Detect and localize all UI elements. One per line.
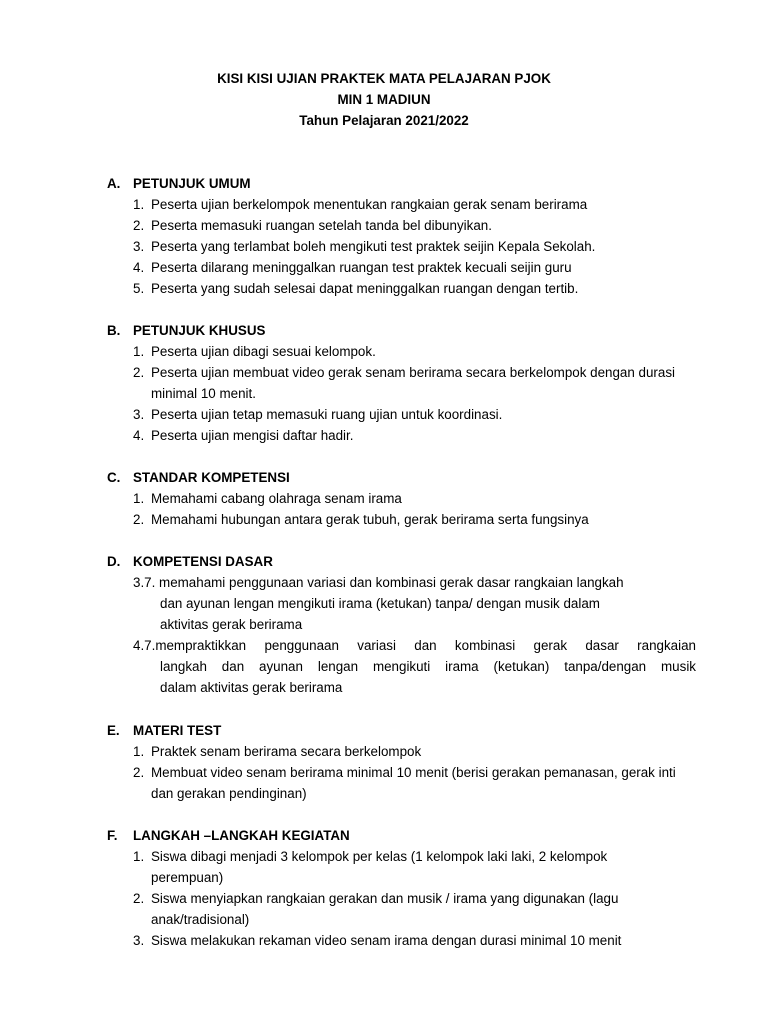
list-item (107, 215, 707, 236)
section-materi-test (107, 720, 707, 804)
kd-line: dalam aktivitas gerak berirama (160, 680, 343, 695)
item-number: 2. (133, 218, 145, 233)
section-title: LANGKAH –LANGKAH KEGIATAN (133, 828, 350, 843)
item-text: Memahami hubungan antara gerak tubuh, gerak berirama serta fungsinya (151, 512, 589, 527)
item-number: 3. (133, 933, 145, 948)
item-number: 5. (133, 281, 145, 296)
school-name: MIN 1 MADIUN (337, 92, 431, 107)
kd-line: aktivitas gerak berirama (160, 617, 303, 632)
kd-item-4-7 (107, 635, 707, 698)
item-text: Peserta yang sudah selesai dapat meninggalkan ruangan dengan tertib. (151, 281, 579, 296)
list-item (107, 846, 681, 888)
section-langkah-kegiatan (107, 825, 707, 951)
section-letter: F. (107, 828, 118, 843)
document-title: KISI KISI UJIAN PRAKTEK MATA PELAJARAN PJOK (217, 71, 551, 86)
list-item (107, 930, 707, 951)
section-title: KOMPETENSI DASAR (133, 554, 273, 569)
item-text: Peserta yang terlambat boleh mengikuti test praktek seijin Kepala Sekolah. (151, 239, 596, 254)
item-number: 1. (133, 849, 145, 864)
item-number: 2. (133, 365, 145, 380)
item-number: 2. (133, 765, 145, 780)
list-item (107, 194, 707, 215)
list-item (107, 278, 707, 299)
list-item (107, 762, 681, 804)
section-heading (107, 551, 707, 572)
list-item (107, 362, 707, 404)
section-letter: B. (107, 323, 121, 338)
list-item (107, 741, 707, 762)
section-title: PETUNJUK KHUSUS (133, 323, 266, 338)
item-text: Siswa melakukan rekaman video senam irama dengan durasi minimal 10 menit (151, 933, 622, 948)
item-text: Membuat video senam berirama minimal 10 menit (berisi gerakan pemanasan, gerak inti dan gerakan pendinginan) (151, 765, 676, 801)
item-number: 3. (133, 239, 145, 254)
item-number: 1. (133, 344, 145, 359)
list-item (107, 404, 707, 425)
item-text: Peserta ujian mengisi daftar hadir. (151, 428, 354, 443)
list-item (107, 488, 707, 509)
item-number: 1. (133, 744, 145, 759)
document-header (0, 68, 768, 131)
section-standar-kompetensi (107, 467, 707, 530)
section-letter: C. (107, 470, 121, 485)
item-text: Peserta ujian berkelompok menentukan rangkaian gerak senam berirama (151, 197, 588, 212)
list-item (107, 509, 707, 530)
section-petunjuk-khusus (107, 320, 707, 446)
item-text: Peserta ujian dibagi sesuai kelompok. (151, 344, 376, 359)
item-text: Siswa menyiapkan rangkaian gerakan dan musik / irama yang digunakan (lagu anak/tradisional) (151, 891, 619, 927)
section-kompetensi-dasar (107, 551, 707, 698)
item-number: 4. (133, 260, 145, 275)
academic-year: Tahun Pelajaran 2021/2022 (299, 113, 469, 128)
section-title: STANDAR KOMPETENSI (133, 470, 290, 485)
section-title: MATERI TEST (133, 723, 222, 738)
section-letter: A. (107, 176, 121, 191)
list-item (107, 257, 707, 278)
section-petunjuk-umum (107, 173, 707, 299)
item-number: 1. (133, 491, 145, 506)
item-number: 1. (133, 197, 145, 212)
kd-line: dan ayunan lengan mengikuti irama (ketukan) tanpa/ dengan musik dalam (160, 596, 600, 611)
item-number: 2. (133, 512, 145, 527)
kd-line: 3.7. memahami penggunaan variasi dan kombinasi gerak dasar rangkaian langkah (133, 575, 624, 590)
item-text: Memahami cabang olahraga senam irama (151, 491, 402, 506)
list-item (107, 236, 707, 257)
kd-item-3-7 (107, 572, 707, 635)
section-letter: D. (107, 554, 121, 569)
section-heading (107, 467, 707, 488)
section-heading (107, 720, 707, 741)
item-text: Praktek senam berirama secara berkelompok (151, 744, 422, 759)
kd-line: 4.7.mempraktikkan penggunaan variasi dan kombinasi gerak dasar rangkaian (133, 638, 696, 653)
list-item (107, 341, 707, 362)
item-text: Peserta dilarang meninggalkan ruangan test praktek kecuali seijin guru (151, 260, 572, 275)
section-letter: E. (107, 723, 120, 738)
item-number: 2. (133, 891, 145, 906)
item-text: Siswa dibagi menjadi 3 kelompok per kelas (1 kelompok laki laki, 2 kelompok perempuan) (151, 849, 608, 885)
section-heading (107, 173, 707, 194)
item-number: 4. (133, 428, 145, 443)
item-text: Peserta memasuki ruangan setelah tanda bel dibunyikan. (151, 218, 492, 233)
list-item (107, 425, 707, 446)
item-number: 3. (133, 407, 145, 422)
kd-line: langkah dan ayunan lengan mengikuti irama (ketukan) tanpa/dengan musik (160, 659, 696, 674)
section-heading (107, 825, 707, 846)
section-heading (107, 320, 707, 341)
section-title: PETUNJUK UMUM (133, 176, 251, 191)
list-item (107, 888, 681, 930)
item-text: Peserta ujian tetap memasuki ruang ujian untuk koordinasi. (151, 407, 503, 422)
item-text: Peserta ujian membuat video gerak senam berirama secara berkelompok dengan durasi minimal 10 menit. (151, 365, 676, 401)
